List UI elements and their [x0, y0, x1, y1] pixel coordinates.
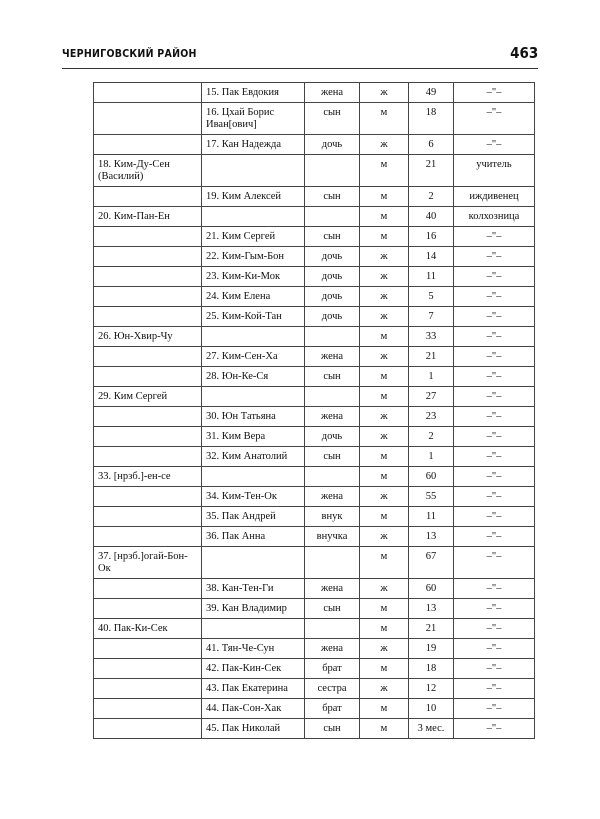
table-row — [94, 599, 535, 619]
family-member-cell: 39. Кан Владимир — [202, 599, 305, 619]
head-of-household-cell — [94, 267, 202, 287]
table-row — [94, 227, 535, 247]
head-of-household-cell — [94, 227, 202, 247]
age-cell: 11 — [409, 267, 454, 287]
relation-cell — [305, 207, 360, 227]
family-member-cell: 30. Юн Татьяна — [202, 407, 305, 427]
family-member-cell: 41. Тян-Че-Сун — [202, 639, 305, 659]
occupation-cell: –"– — [454, 83, 535, 103]
relation-cell: дочь — [305, 247, 360, 267]
head-of-household-cell — [94, 135, 202, 155]
head-of-household-cell — [94, 407, 202, 427]
sex-cell: м — [360, 187, 409, 207]
age-cell: 5 — [409, 287, 454, 307]
head-of-household-cell — [94, 83, 202, 103]
age-cell: 19 — [409, 639, 454, 659]
occupation-cell: –"– — [454, 467, 535, 487]
sex-cell: м — [360, 699, 409, 719]
relation-cell — [305, 619, 360, 639]
age-cell: 23 — [409, 407, 454, 427]
occupation-cell: –"– — [454, 599, 535, 619]
age-cell: 67 — [409, 547, 454, 579]
occupation-cell: –"– — [454, 387, 535, 407]
occupation-cell: –"– — [454, 347, 535, 367]
table-row — [94, 467, 535, 487]
head-of-household-cell — [94, 187, 202, 207]
occupation-cell: –"– — [454, 547, 535, 579]
table-row — [94, 719, 535, 739]
head-of-household-cell: 26. Юн-Хвир-Чу — [94, 327, 202, 347]
occupation-cell: –"– — [454, 267, 535, 287]
table-row — [94, 487, 535, 507]
occupation-cell: –"– — [454, 327, 535, 347]
occupation-cell: –"– — [454, 247, 535, 267]
occupation-cell: –"– — [454, 307, 535, 327]
relation-cell: сын — [305, 103, 360, 135]
occupation-cell: –"– — [454, 367, 535, 387]
relation-cell: брат — [305, 699, 360, 719]
age-cell: 21 — [409, 155, 454, 187]
table-row — [94, 507, 535, 527]
sex-cell: ж — [360, 287, 409, 307]
head-of-household-cell — [94, 447, 202, 467]
relation-cell — [305, 387, 360, 407]
sex-cell: м — [360, 207, 409, 227]
relation-cell: сын — [305, 187, 360, 207]
relation-cell: сын — [305, 227, 360, 247]
table-row — [94, 135, 535, 155]
table-row — [94, 347, 535, 367]
relation-cell: дочь — [305, 427, 360, 447]
age-cell: 13 — [409, 527, 454, 547]
occupation-cell: –"– — [454, 427, 535, 447]
sex-cell: ж — [360, 639, 409, 659]
sex-cell: ж — [360, 407, 409, 427]
sex-cell: ж — [360, 83, 409, 103]
table-row — [94, 619, 535, 639]
relation-cell: внучка — [305, 527, 360, 547]
head-of-household-cell — [94, 307, 202, 327]
family-member-cell: 34. Ким-Тен-Ок — [202, 487, 305, 507]
relation-cell: жена — [305, 347, 360, 367]
relation-cell — [305, 467, 360, 487]
table-row — [94, 387, 535, 407]
table-row — [94, 327, 535, 347]
head-of-household-cell — [94, 487, 202, 507]
table-row — [94, 547, 535, 579]
head-of-household-cell — [94, 679, 202, 699]
relation-cell: дочь — [305, 287, 360, 307]
relation-cell: жена — [305, 407, 360, 427]
page-number: 463 — [509, 44, 538, 62]
page-header — [62, 40, 538, 69]
table-row — [94, 659, 535, 679]
head-of-household-cell — [94, 367, 202, 387]
head-of-household-cell — [94, 527, 202, 547]
age-cell: 14 — [409, 247, 454, 267]
table-row — [94, 447, 535, 467]
sex-cell: м — [360, 327, 409, 347]
age-cell: 11 — [409, 507, 454, 527]
family-member-cell: 19. Ким Алексей — [202, 187, 305, 207]
table-row — [94, 367, 535, 387]
relation-cell — [305, 547, 360, 579]
family-member-cell — [202, 467, 305, 487]
head-of-household-cell — [94, 699, 202, 719]
sex-cell: ж — [360, 307, 409, 327]
occupation-cell: иждивенец — [454, 187, 535, 207]
table-row — [94, 247, 535, 267]
occupation-cell: –"– — [454, 659, 535, 679]
age-cell: 21 — [409, 619, 454, 639]
occupation-cell: –"– — [454, 487, 535, 507]
sex-cell: ж — [360, 427, 409, 447]
running-title: ЧЕРНИГОВСКИЙ РАЙОН — [62, 47, 197, 60]
family-member-cell: 23. Ким-Ки-Мок — [202, 267, 305, 287]
sex-cell: м — [360, 447, 409, 467]
sex-cell: ж — [360, 487, 409, 507]
age-cell: 10 — [409, 699, 454, 719]
table-row — [94, 427, 535, 447]
relation-cell: сын — [305, 447, 360, 467]
table-row — [94, 579, 535, 599]
relation-cell: сестра — [305, 679, 360, 699]
age-cell: 2 — [409, 187, 454, 207]
age-cell: 21 — [409, 347, 454, 367]
sex-cell: м — [360, 619, 409, 639]
family-member-cell — [202, 619, 305, 639]
family-member-cell: 16. Цхай Борис Иван[ович] — [202, 103, 305, 135]
age-cell: 1 — [409, 367, 454, 387]
sex-cell: м — [360, 367, 409, 387]
head-of-household-cell — [94, 659, 202, 679]
sex-cell: м — [360, 547, 409, 579]
age-cell: 49 — [409, 83, 454, 103]
sex-cell: ж — [360, 247, 409, 267]
sex-cell: ж — [360, 579, 409, 599]
sex-cell: ж — [360, 527, 409, 547]
table-row — [94, 639, 535, 659]
head-of-household-cell: 29. Ким Сергей — [94, 387, 202, 407]
relation-cell: сын — [305, 367, 360, 387]
age-cell: 55 — [409, 487, 454, 507]
age-cell: 33 — [409, 327, 454, 347]
family-member-cell: 42. Пак-Кин-Сек — [202, 659, 305, 679]
family-member-cell: 15. Пак Евдокия — [202, 83, 305, 103]
relation-cell: сын — [305, 599, 360, 619]
occupation-cell: –"– — [454, 699, 535, 719]
relation-cell: жена — [305, 83, 360, 103]
family-member-cell — [202, 207, 305, 227]
family-member-cell: 21. Ким Сергей — [202, 227, 305, 247]
occupation-cell: –"– — [454, 227, 535, 247]
occupation-cell: –"– — [454, 679, 535, 699]
occupation-cell: –"– — [454, 579, 535, 599]
head-of-household-cell: 18. Ким-Ду-Сен (Василий) — [94, 155, 202, 187]
family-member-cell: 32. Ким Анатолий — [202, 447, 305, 467]
head-of-household-cell — [94, 579, 202, 599]
age-cell: 12 — [409, 679, 454, 699]
sex-cell: м — [360, 155, 409, 187]
family-member-cell: 38. Кан-Тен-Ги — [202, 579, 305, 599]
sex-cell: м — [360, 467, 409, 487]
head-of-household-cell: 20. Ким-Пан-Ен — [94, 207, 202, 227]
head-of-household-cell — [94, 347, 202, 367]
head-of-household-cell — [94, 247, 202, 267]
relation-cell: дочь — [305, 267, 360, 287]
family-member-cell: 27. Ким-Сен-Ха — [202, 347, 305, 367]
family-member-cell — [202, 155, 305, 187]
census-table — [93, 82, 535, 739]
family-member-cell: 43. Пак Екатерина — [202, 679, 305, 699]
occupation-cell: –"– — [454, 619, 535, 639]
age-cell: 27 — [409, 387, 454, 407]
head-of-household-cell: 33. [нрзб.]-ен-се — [94, 467, 202, 487]
occupation-cell: –"– — [454, 507, 535, 527]
family-member-cell — [202, 327, 305, 347]
occupation-cell: –"– — [454, 135, 535, 155]
occupation-cell: –"– — [454, 719, 535, 739]
head-of-household-cell — [94, 427, 202, 447]
family-member-cell: 28. Юн-Ке-Ся — [202, 367, 305, 387]
relation-cell: жена — [305, 579, 360, 599]
head-of-household-cell — [94, 287, 202, 307]
sex-cell: м — [360, 103, 409, 135]
occupation-cell: –"– — [454, 527, 535, 547]
family-member-cell: 35. Пак Андрей — [202, 507, 305, 527]
family-member-cell: 44. Пак-Сон-Хак — [202, 699, 305, 719]
table-row — [94, 267, 535, 287]
family-member-cell — [202, 387, 305, 407]
sex-cell: ж — [360, 267, 409, 287]
sex-cell: ж — [360, 347, 409, 367]
table-row — [94, 155, 535, 187]
age-cell: 18 — [409, 659, 454, 679]
age-cell: 13 — [409, 599, 454, 619]
sex-cell: ж — [360, 135, 409, 155]
table-row — [94, 287, 535, 307]
sex-cell: м — [360, 599, 409, 619]
head-of-household-cell: 40. Пак-Ки-Сек — [94, 619, 202, 639]
occupation-cell: –"– — [454, 447, 535, 467]
table-row — [94, 83, 535, 103]
relation-cell: сын — [305, 719, 360, 739]
sex-cell: м — [360, 659, 409, 679]
occupation-cell: колхозница — [454, 207, 535, 227]
head-of-household-cell — [94, 639, 202, 659]
table-row — [94, 407, 535, 427]
relation-cell — [305, 155, 360, 187]
age-cell: 60 — [409, 579, 454, 599]
age-cell: 6 — [409, 135, 454, 155]
family-member-cell — [202, 547, 305, 579]
family-member-cell: 31. Ким Вера — [202, 427, 305, 447]
head-of-household-cell — [94, 103, 202, 135]
occupation-cell: –"– — [454, 639, 535, 659]
age-cell: 18 — [409, 103, 454, 135]
sex-cell: м — [360, 719, 409, 739]
table-row — [94, 679, 535, 699]
age-cell: 60 — [409, 467, 454, 487]
relation-cell: жена — [305, 639, 360, 659]
age-cell: 16 — [409, 227, 454, 247]
relation-cell: дочь — [305, 307, 360, 327]
family-member-cell: 25. Ким-Кой-Тан — [202, 307, 305, 327]
table-body — [94, 83, 535, 739]
head-of-household-cell — [94, 507, 202, 527]
table-row — [94, 187, 535, 207]
family-member-cell: 17. Кан Надежда — [202, 135, 305, 155]
relation-cell: дочь — [305, 135, 360, 155]
head-of-household-cell — [94, 599, 202, 619]
relation-cell: внук — [305, 507, 360, 527]
family-member-cell: 36. Пак Анна — [202, 527, 305, 547]
occupation-cell: –"– — [454, 287, 535, 307]
age-cell: 2 — [409, 427, 454, 447]
table-row — [94, 307, 535, 327]
table-row — [94, 103, 535, 135]
sex-cell: м — [360, 387, 409, 407]
table-row — [94, 207, 535, 227]
family-member-cell: 24. Ким Елена — [202, 287, 305, 307]
occupation-cell: –"– — [454, 407, 535, 427]
age-cell: 40 — [409, 207, 454, 227]
occupation-cell: –"– — [454, 103, 535, 135]
table-row — [94, 527, 535, 547]
sex-cell: ж — [360, 679, 409, 699]
age-cell: 1 — [409, 447, 454, 467]
age-cell: 3 мес. — [409, 719, 454, 739]
head-of-household-cell — [94, 719, 202, 739]
sex-cell: м — [360, 227, 409, 247]
relation-cell: жена — [305, 487, 360, 507]
family-member-cell: 22. Ким-Гым-Бон — [202, 247, 305, 267]
age-cell: 7 — [409, 307, 454, 327]
head-of-household-cell: 37. [нрзб.]огай-Бон-Ок — [94, 547, 202, 579]
occupation-cell: учитель — [454, 155, 535, 187]
table-row — [94, 699, 535, 719]
relation-cell: брат — [305, 659, 360, 679]
relation-cell — [305, 327, 360, 347]
sex-cell: м — [360, 507, 409, 527]
family-member-cell: 45. Пак Николай — [202, 719, 305, 739]
